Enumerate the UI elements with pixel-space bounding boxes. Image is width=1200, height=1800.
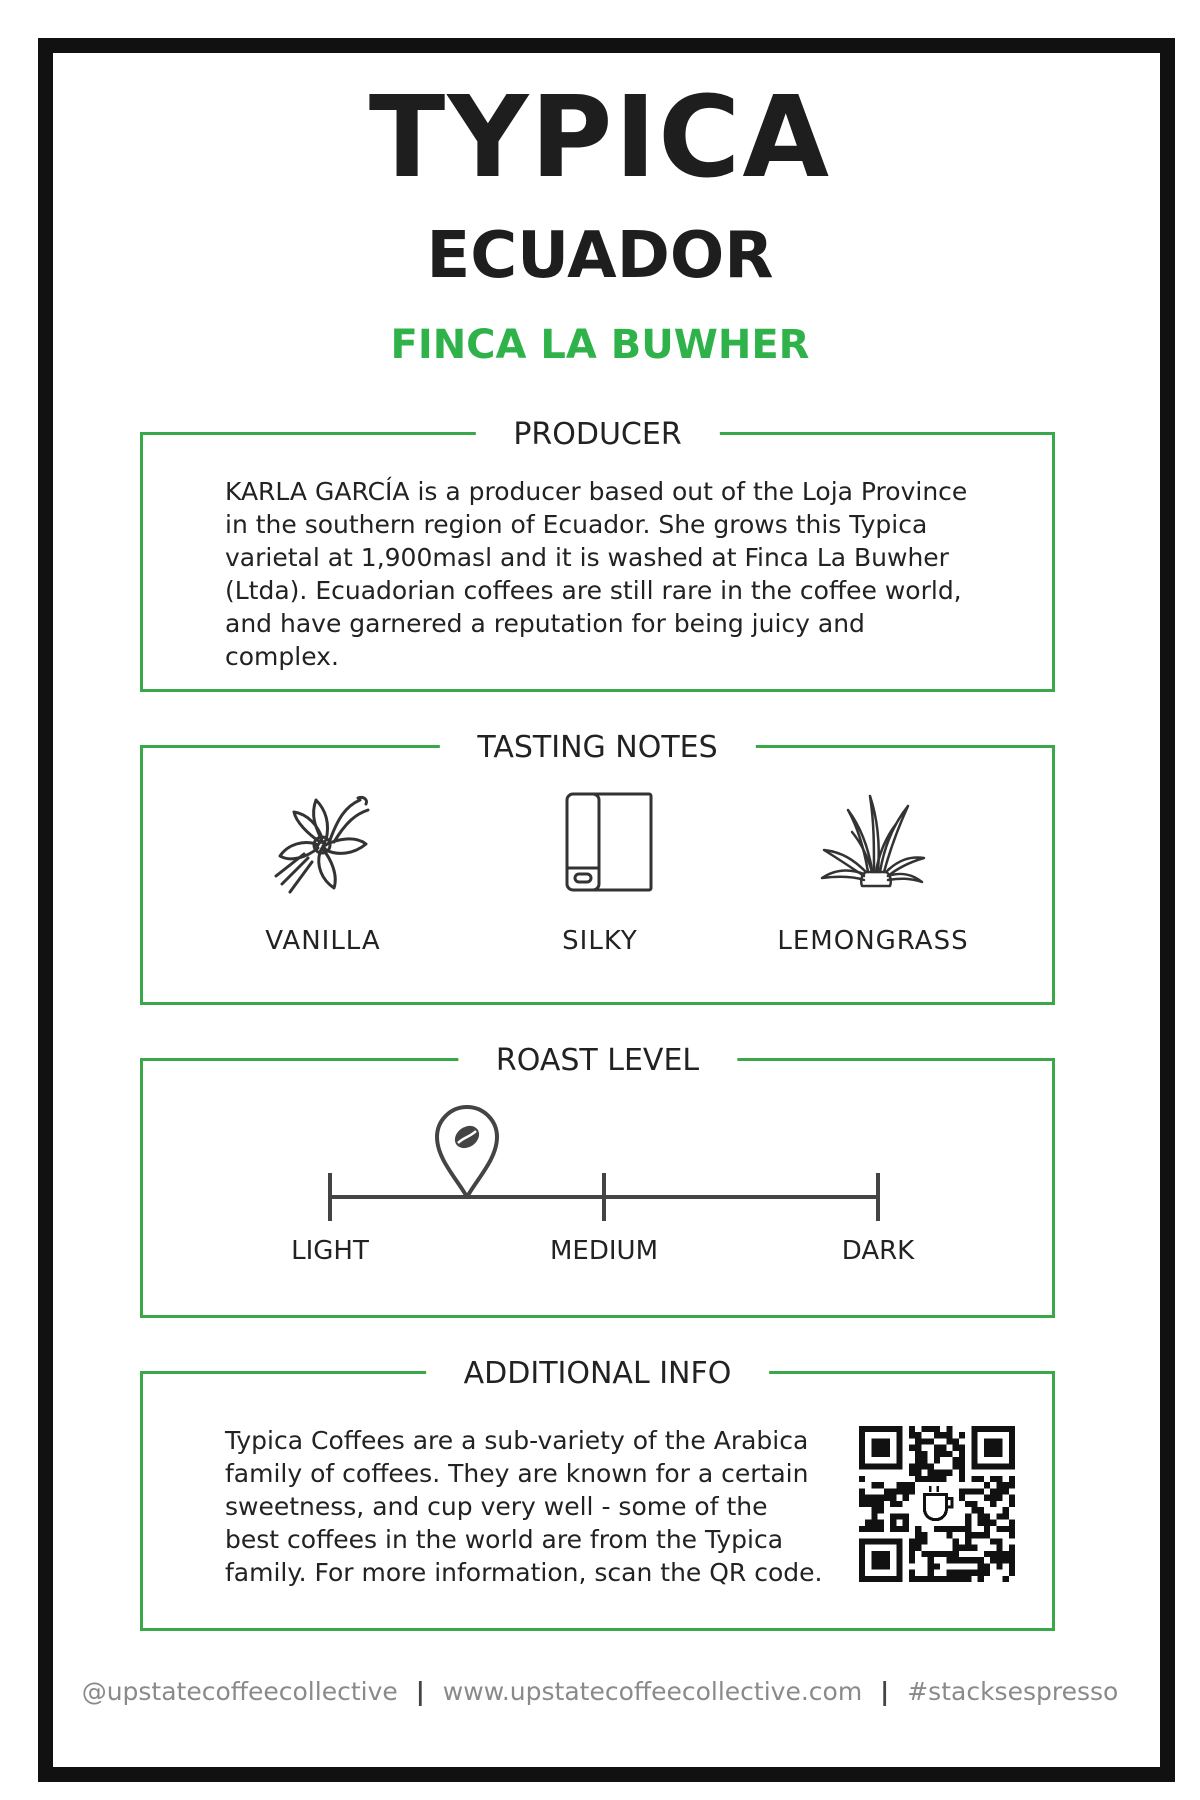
info-line: Typica Coffees are a sub-variety of the Arabica xyxy=(225,1426,809,1455)
silky-fabric-icon xyxy=(545,788,655,898)
producer-line: in the southern region of Ecuador. She grows this Typica xyxy=(225,510,928,539)
footer-website[interactable]: www.upstatecoffeecollective.com xyxy=(442,1677,863,1706)
tasting-notes-heading: TASTING NOTES xyxy=(439,728,755,768)
qr-code-icon[interactable] xyxy=(859,1426,1015,1582)
producer-line: (Ltda). Ecuadorian coffees are still rare in the coffee world, xyxy=(225,576,962,605)
producer-line: KARLA GARCÍA is a producer based out of the Loja Province xyxy=(225,477,968,506)
info-line: sweetness, and cup very well - some of the xyxy=(225,1492,768,1521)
tasting-note-label: SILKY xyxy=(562,926,638,956)
footer-instagram[interactable]: @upstatecoffeecollective xyxy=(81,1677,398,1706)
additional-info-description xyxy=(225,1424,845,1589)
footer-separator: | xyxy=(415,1677,425,1706)
tasting-note-label: VANILLA xyxy=(265,926,381,956)
roast-label-light: LIGHT xyxy=(291,1236,369,1266)
info-line: family of coffees. They are known for a certain xyxy=(225,1459,809,1488)
additional-info-heading: ADDITIONAL INFO xyxy=(426,1354,770,1394)
tasting-note-vanilla xyxy=(193,788,453,956)
additional-info-section xyxy=(140,1356,1055,1631)
roast-level-section xyxy=(140,1043,1055,1318)
roast-label-medium: MEDIUM xyxy=(549,1236,659,1266)
producer-line: varietal at 1,900masl and it is washed at Finca La Buwher xyxy=(225,543,949,572)
lemongrass-icon xyxy=(818,788,928,898)
coffee-bean-pin-icon xyxy=(437,1107,497,1197)
country-title: ECUADOR xyxy=(426,219,774,293)
producer-section xyxy=(140,417,1055,692)
info-line: family. For more information, scan the QR code. xyxy=(225,1558,823,1587)
producer-description xyxy=(225,475,985,673)
vanilla-flower-icon xyxy=(268,788,378,898)
roast-level-heading: ROAST LEVEL xyxy=(458,1041,737,1081)
footer-hashtag[interactable]: #stacksespresso xyxy=(907,1677,1119,1706)
tasting-note-lemongrass xyxy=(743,788,1003,956)
roast-label-dark: DARK xyxy=(841,1236,915,1266)
footer xyxy=(0,1677,1200,1706)
tasting-note-label: LEMONGRASS xyxy=(777,926,969,956)
tasting-notes-section xyxy=(140,730,1055,1005)
producer-heading: PRODUCER xyxy=(475,415,719,455)
footer-separator: | xyxy=(880,1677,890,1706)
roast-scale xyxy=(143,1061,1052,1315)
variety-title: TYPICA xyxy=(368,73,832,203)
farm-title: FINCA LA BUWHER xyxy=(390,322,810,368)
tasting-note-silky xyxy=(470,788,730,956)
info-line: best coffees in the world are from the Typica xyxy=(225,1525,784,1554)
producer-line: and have garnered a reputation for being juicy and complex. xyxy=(225,609,865,671)
